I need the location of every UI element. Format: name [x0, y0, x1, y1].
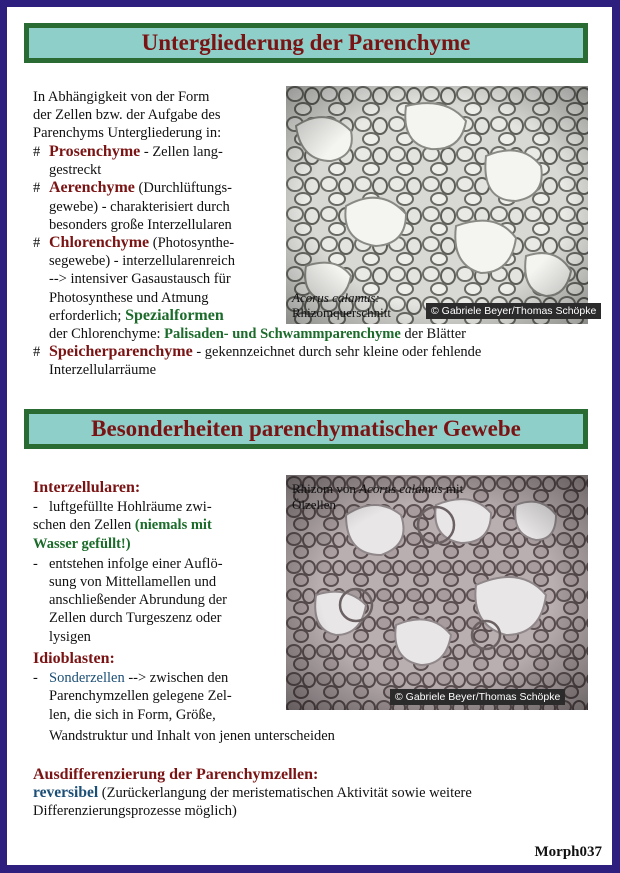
- aer-text-3: besonders große Interzellularen: [49, 216, 232, 233]
- inter-b1-line1: luftgefüllte Hohlräume zwi-: [49, 499, 212, 516]
- spe-text-1: - gekennzeichnet durch sehr kleine oder fehlende: [192, 344, 482, 361]
- heading-ausdifferenzierung: Ausdifferenzierung der Parenchymzellen:: [33, 766, 319, 783]
- list-item-prosenchyme: [33, 143, 593, 161]
- chl-text-5-row: [33, 307, 593, 325]
- intro-line-3: Parenchyms Untergliederung in:: [33, 125, 222, 142]
- section-banner-1: [24, 23, 588, 63]
- list-item-speicherparenchyme: [33, 343, 593, 361]
- caption-2-part-c: mit: [442, 481, 464, 496]
- inter-b1-note-1: (niemals mit: [134, 517, 212, 534]
- term-reversibel: reversibel: [33, 784, 99, 802]
- term-chlorenchyme: Chlorenchyme: [49, 234, 150, 252]
- section-title-1: Untergliederung der Parenchyme: [141, 30, 471, 55]
- inter-b1-line2: schen den Zellen: [33, 517, 135, 534]
- term-aerenchyme: Aerenchyme: [49, 179, 135, 197]
- spe-text-2: Interzellularräume: [49, 362, 157, 379]
- chl-text-6c: der Blätter: [400, 326, 466, 343]
- idio-text-2: Parenchymzellen gelegene Zel-: [49, 688, 232, 705]
- copyright-1: © Gabriele Beyer/Thomas Schöpke: [426, 303, 601, 319]
- copyright-2: © Gabriele Beyer/Thomas Schöpke: [390, 689, 565, 705]
- chl-text-5: erforderlich;: [49, 307, 126, 324]
- inter-b2-line3: anschließender Abrundung der: [49, 592, 227, 609]
- heading-idioblasten: Idioblasten:: [33, 650, 115, 667]
- aer-text-1: (Durchlüftungs-: [134, 180, 232, 197]
- inter-bullet-1: [33, 498, 283, 516]
- inter-bullet-2: [33, 555, 283, 573]
- inter-b2-line4: Zellen durch Turgeszenz oder: [49, 610, 222, 627]
- inter-b2-line1: entstehen infolge einer Auflö-: [49, 555, 223, 572]
- caption-2-species: Acorus calamus: [359, 481, 443, 496]
- ausdiff-line-1: [33, 784, 593, 802]
- bullet-marker: #: [33, 235, 41, 252]
- section-title-2: Besonderheiten parenchymatischer Gewebe: [91, 416, 521, 441]
- photo-caption-1-line1: Acorus calamus:: [292, 290, 380, 305]
- section1-list: [33, 143, 593, 380]
- section2-interzellularen: [33, 479, 283, 646]
- dash-marker: -: [33, 670, 38, 687]
- list-item-chlorenchyme: [33, 234, 593, 252]
- idio-text-4: Wandstruktur und Inhalt von jenen unterscheiden: [49, 727, 335, 744]
- section-banner-2: [24, 409, 588, 449]
- ausdiff-text-1: (Zurückerlangung der meristematischen Aktivität sowie weitere: [98, 785, 472, 802]
- aer-text-2: gewebe) - charakterisiert durch: [49, 198, 230, 215]
- intro-line-2: der Zellen bzw. der Aufgabe des: [33, 107, 221, 124]
- chl-text-2: segewebe) - interzellularenreich: [49, 253, 235, 270]
- photo-caption-1-line2: Rhizomquerschnitt: [292, 305, 391, 320]
- section1-intro: [33, 88, 283, 143]
- section2-ausdifferenzierung: [33, 766, 593, 821]
- inter-b2-line5: lysigen: [49, 628, 91, 645]
- pros-text-2: gestreckt: [49, 162, 102, 179]
- caption-2-part-a: Rhizom von: [292, 481, 360, 496]
- photo-caption-2-line2: Ölzellen: [292, 497, 337, 512]
- term-prosenchyme: Prosenchyme: [49, 143, 141, 160]
- chl-text-1: (Photosynthe-: [149, 235, 235, 252]
- section2-idioblasten: [33, 650, 593, 745]
- chl-text-6a: der Chlorenchyme:: [49, 326, 165, 343]
- photo-caption-2-line1: [292, 481, 463, 496]
- term-palisaden-schwamm: Palisaden- und Schwammparenchyme: [164, 326, 401, 343]
- term-spezialformen: Spezialformen: [125, 306, 224, 324]
- list-item-aerenchyme: [33, 179, 593, 197]
- chl-text-6-row: [33, 325, 593, 343]
- pros-text-1: - Zellen lang-: [140, 144, 223, 160]
- chl-text-3: --> intensiver Gasaustausch für: [49, 271, 231, 288]
- term-sonderzellen: Sonderzellen: [49, 670, 125, 687]
- term-speicherparenchyme: Speicherparenchyme: [49, 343, 193, 361]
- dash-marker: -: [33, 555, 38, 572]
- heading-interzellularen: Interzellularen:: [33, 479, 141, 496]
- bullet-marker: #: [33, 344, 41, 361]
- chl-text-4: Photosynthese und Atmung: [49, 289, 209, 306]
- bullet-marker: #: [33, 180, 41, 197]
- idio-text-1: --> zwischen den: [124, 670, 229, 687]
- idio-text-3: len, die sich in Form, Größe,: [49, 706, 216, 723]
- ausdiff-text-2: Differenzierungsprozesse möglich): [33, 803, 237, 820]
- idio-bullet: [33, 669, 593, 687]
- dash-marker: -: [33, 499, 38, 516]
- intro-line-1: In Abhängigkeit von der Form: [33, 89, 210, 105]
- inter-b1-note-2: Wasser gefüllt!): [33, 535, 131, 552]
- inter-b1-line2-row: [33, 516, 283, 534]
- page-code: Morph037: [534, 844, 602, 860]
- inter-b2-line2: sung von Mittellamellen und: [49, 574, 217, 591]
- bullet-marker: #: [33, 144, 41, 160]
